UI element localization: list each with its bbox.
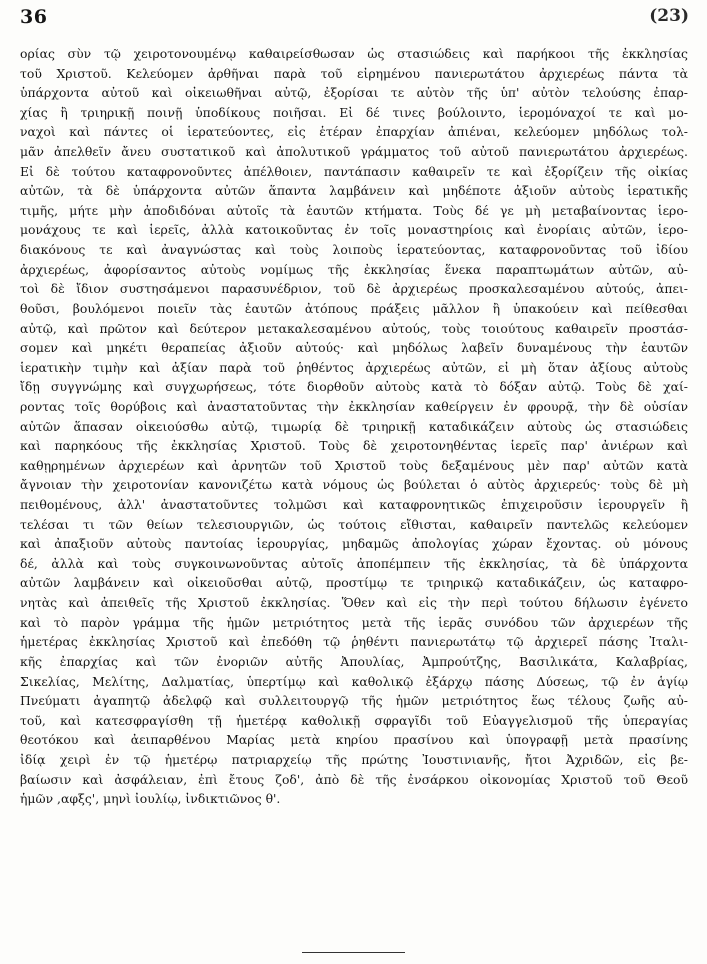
text-line: Πνεύματι ἀγαπητῷ ἀδελφῷ καὶ συλλειτουργῷ τῆς ἡμῶν μετριότητος ἕως τέλους ζωῆς αὐ- — [20, 693, 688, 709]
text-line: καὶ τὸ παρὸν γράμμα τῆς ἡμῶν μετριότητος μετὰ τῆς ἱερᾶς συνόδου τῶν ἀρχιερέων τῆς — [20, 614, 688, 630]
folio-mark: (23) — [649, 6, 689, 26]
text-line: ὑπάρχοντα αὐτοῦ καὶ οἰκειωθῆναι αὐτῷ, ἐξορίσαι τε αὐτὸν τῆς ὑπ' αὐτὸν τελούσης ἐπαρ- — [20, 85, 688, 101]
text-line: τελέσαι τι τῶν θείων τελεσιουργιῶν, ὡς τούτοις εἴθισται, καθαιρεῖν παντελῶς κελεύομεν — [20, 516, 688, 532]
text-line: καὶ παρηκόους τῆς ἐκκλησίας Χριστοῦ. Τοὺς δὲ χειροτονηθέντας ἱερεῖς παρ' ἀνιέρων καὶ — [20, 438, 688, 454]
text-line: θεοτόκου καὶ ἀειπαρθένου Μαρίας μετὰ κηρίου πρασίνου καὶ ὑπογραφῇ μετὰ πρασίνης — [20, 732, 688, 748]
bottom-rule — [302, 952, 405, 953]
text-line: πειθομένους, ἀλλ' ἀναστατοῦντες τολμῶσι καὶ καταφρονητικῶς ἐπιχειροῦσιν ἱερουργεῖν ἢ — [20, 497, 688, 513]
text-line: θοῦσι, βουλόμενοι ποιεῖν τὰς ἑαυτῶν ἀτόπους πράξεις μᾶλλον ἢ ὑπακούειν καὶ πείθεσθαι — [20, 300, 688, 316]
text-line: χίας ἢ τριηρικῇ ποινῇ ὑποδίκους ποιῆσαι. Εἰ δέ τινες βούλοιντο, ἱερομόναχοί τε καὶ μο- — [20, 104, 688, 120]
text-line: τιμῆς, μήτε μὴν ἀποδιδόναι αὐτοῖς τὰ ἑαυτῶν κτήματα. Τοὺς δέ γε μὴ μεταβαίνοντας ἱερο- — [20, 202, 688, 218]
text-line: νητὰς καὶ ἀπειθεῖς τῆς Χριστοῦ ἐκκλησίας. Ὅθεν καὶ εἰς τὴν περὶ τούτου δήλωσιν ἐγένετο — [20, 595, 688, 611]
text-line: σομεν καὶ μηκέτι θεραπείας ἀξιοῦν αὐτούς· καὶ μηδόλως λαβεῖν δυναμένους τὴν ἑαυτῶν — [20, 340, 688, 356]
text-line: ἡμετέρας ἐκκλησίας Χριστοῦ καὶ ἐπεδόθη τῷ ῥηθέντι πανιερωτάτῳ τῷ ἀρχιερεῖ πάσης Ἰταλι- — [20, 634, 688, 650]
text-line: καθῃρημένων ἀρχιερέων καὶ ἀρνητῶν τοῦ Χριστοῦ τοὺς δεξαμένους μὲν παρ' αὐτῶν κατὰ — [20, 457, 688, 473]
text-line: τοὶ δὲ ἴδιον συστησάμενοι παρασυνέδριον, τοῦ δὲ ἀρχιερέως προσκαλεσαμένου αὐτούς, ἀπει- — [20, 281, 688, 297]
text-line: Σικελίας, Μελίτης, Δαλματίας, ὑπερτίμῳ καὶ καθολικῷ ἐξάρχῳ πάσης Δύσεως, τῷ ἐν ἁγίῳ — [20, 673, 688, 689]
body-text — [20, 44, 688, 809]
text-line: δέ, ἀλλὰ καὶ τοὺς συγκοινωνοῦντας αὐτοῖς ἀποπέμπειν τῆς ἐκκλησίας, τὰ δὲ ὑπάρχοντα — [20, 555, 688, 571]
text-line: μᾶν ἀπελθεῖν ἄνευ συστατικοῦ καὶ ἀπολυτικοῦ γράμματος τοῦ αὐτοῦ πανιερωτάτου ἀρχιερέως. — [20, 144, 688, 160]
page-header — [20, 6, 689, 36]
text-line: βαίωσιν καὶ ἀσφάλειαν, ἐπὶ ἔτους ζοδ', ἀπὸ δὲ τῆς ἐνσάρκου οἰκονομίας Χριστοῦ τοῦ Θεοῦ — [20, 771, 688, 787]
text-line: ἰδίᾳ χειρὶ ἐν τῷ ἡμετέρῳ πατριαρχείῳ τῆς πρώτης Ἰουστινιανῆς, ἤτοι Ἀχριδῶν, εἰς βε- — [20, 751, 688, 767]
text-line: ἀρχιερέως, ἀφορίσαντος αὐτοὺς νομίμως τῆς ἐκκλησίας ἕνεκα παραπτωμάτων αὐτῶν, αὐ- — [20, 261, 688, 277]
text-line: ἱερατικὴν τιμὴν καὶ ἀξίαν παρὰ τοῦ ῥηθέντος ἀρχιερέως αὐτῶν, εἰ μὴ ὅταν ἀξίους αὐτοὺς — [20, 359, 688, 375]
text-line: ναχοὶ καὶ πάντες οἱ ἱερατεύοντες, εἰς ἑτέραν ἐπαρχίαν ἀπιέναι, κελεύομεν μηδόλως τολ- — [20, 124, 688, 140]
text-line: αὐτῶν λαμβάνειν καὶ οἰκειοῦσθαι αὐτῷ, προστίμῳ τε τριηρικῷ καταδικάζειν, ὡς καταφρο- — [20, 575, 688, 591]
text-line: τοῦ Χριστοῦ. Κελεύομεν ἀρθῆναι παρὰ τοῦ εἰρημένου πανιερωτάτου ἀρχιερέως πάντα τὰ — [20, 65, 688, 81]
text-line: κῆς ἐπαρχίας καὶ τῶν ἐνοριῶν αὐτῆς Ἀπουλίας, Ἀμπρούτζης, Βασιλικάτα, Καλαβρίας, — [20, 653, 688, 669]
text-line: ἴδῃ συγγνώμης καὶ συγχωρήσεως, τότε διορθοῦν αὐτοὺς κατὰ τὸ δόξαν αὐτῷ. Τοὺς δὲ χαί- — [20, 379, 688, 395]
text-line: αὐτῷ, καὶ πρῶτον καὶ δεύτερον μετακαλεσαμένου αὐτούς, τοὺς τοιούτους καθαιρεῖν προστάσ- — [20, 320, 688, 336]
text-line: ροντας τοῖς θορύβοις καὶ ἀναστατοῦντας τὴν ἐκκλησίαν καθείργειν ἐν φρουρᾷ, τὴν δὲ οὐσίαν — [20, 398, 688, 414]
text-line: Εἰ δὲ τούτου καταφρονοῦντες ἀπέλθοιεν, παντάπασιν καθαιρεῖν τε καὶ ἐξορίζειν τῆς οἰκίας — [20, 163, 688, 179]
text-line: διακόνους τε καὶ ἀναγνώστας καὶ τοὺς λοιποὺς ἱερατεύοντας, καταφρονοῦντας τοῦ ἰδίου — [20, 242, 688, 258]
text-line: μονάχους τε καὶ ἱερεῖς, ἀλλὰ κατοικοῦντας ἐν τοῖς μοναστηρίοις καὶ ἐνορίαις αὐτῶν, ἱερο- — [20, 222, 688, 238]
text-line: ἄγνοιαν τὴν χειροτονίαν κανονιζέτω κατὰ νόμους ὡς βούλεται ὁ αὐτὸς ἀρχιερεύς· τοὺς δὲ μὴ — [20, 477, 688, 493]
text-line: ορίας σὺν τῷ χειροτονουμένῳ καθαιρείσθωσαν ὡς στασιώδεις καὶ παρήκοοι τῆς ἐκκλησίας — [20, 46, 688, 61]
page-number: 36 — [20, 6, 48, 28]
text-line: τοῦ, καὶ κατεσφραγίσθη τῇ ἡμετέρᾳ καθολικῇ σφραγῖδι τοῦ Εὐαγγελισμοῦ τῆς ὑπεραγίας — [20, 712, 688, 728]
text-line: αὐτῶν ἅπασαν οἰκειούσθω αὐτῷ, τιμωρίᾳ δὲ τριηρικῇ καταδικάζειν αὐτοὺς ὡς στασιώδεις — [20, 418, 688, 434]
text-line: καὶ ἀπαξιοῦν αὐτοὺς παντοίας ἱερουργίας, μηδαμῶς ἀπολογίας χώραν ἔχοντας. οὐ μόνους — [20, 536, 688, 552]
text-line: αὐτῶν, τὰ δὲ ὑπάρχοντα αὐτῶν ἅπαντα λαμβάνειν καὶ μηδέποτε ἀξιοῦν αὐτοὺς ἱερατικῆς — [20, 183, 688, 199]
text-line: ἡμῶν ,αφξς', μηνὶ ἰουλίῳ, ἰνδικτιῶνος θ'. — [20, 791, 281, 807]
